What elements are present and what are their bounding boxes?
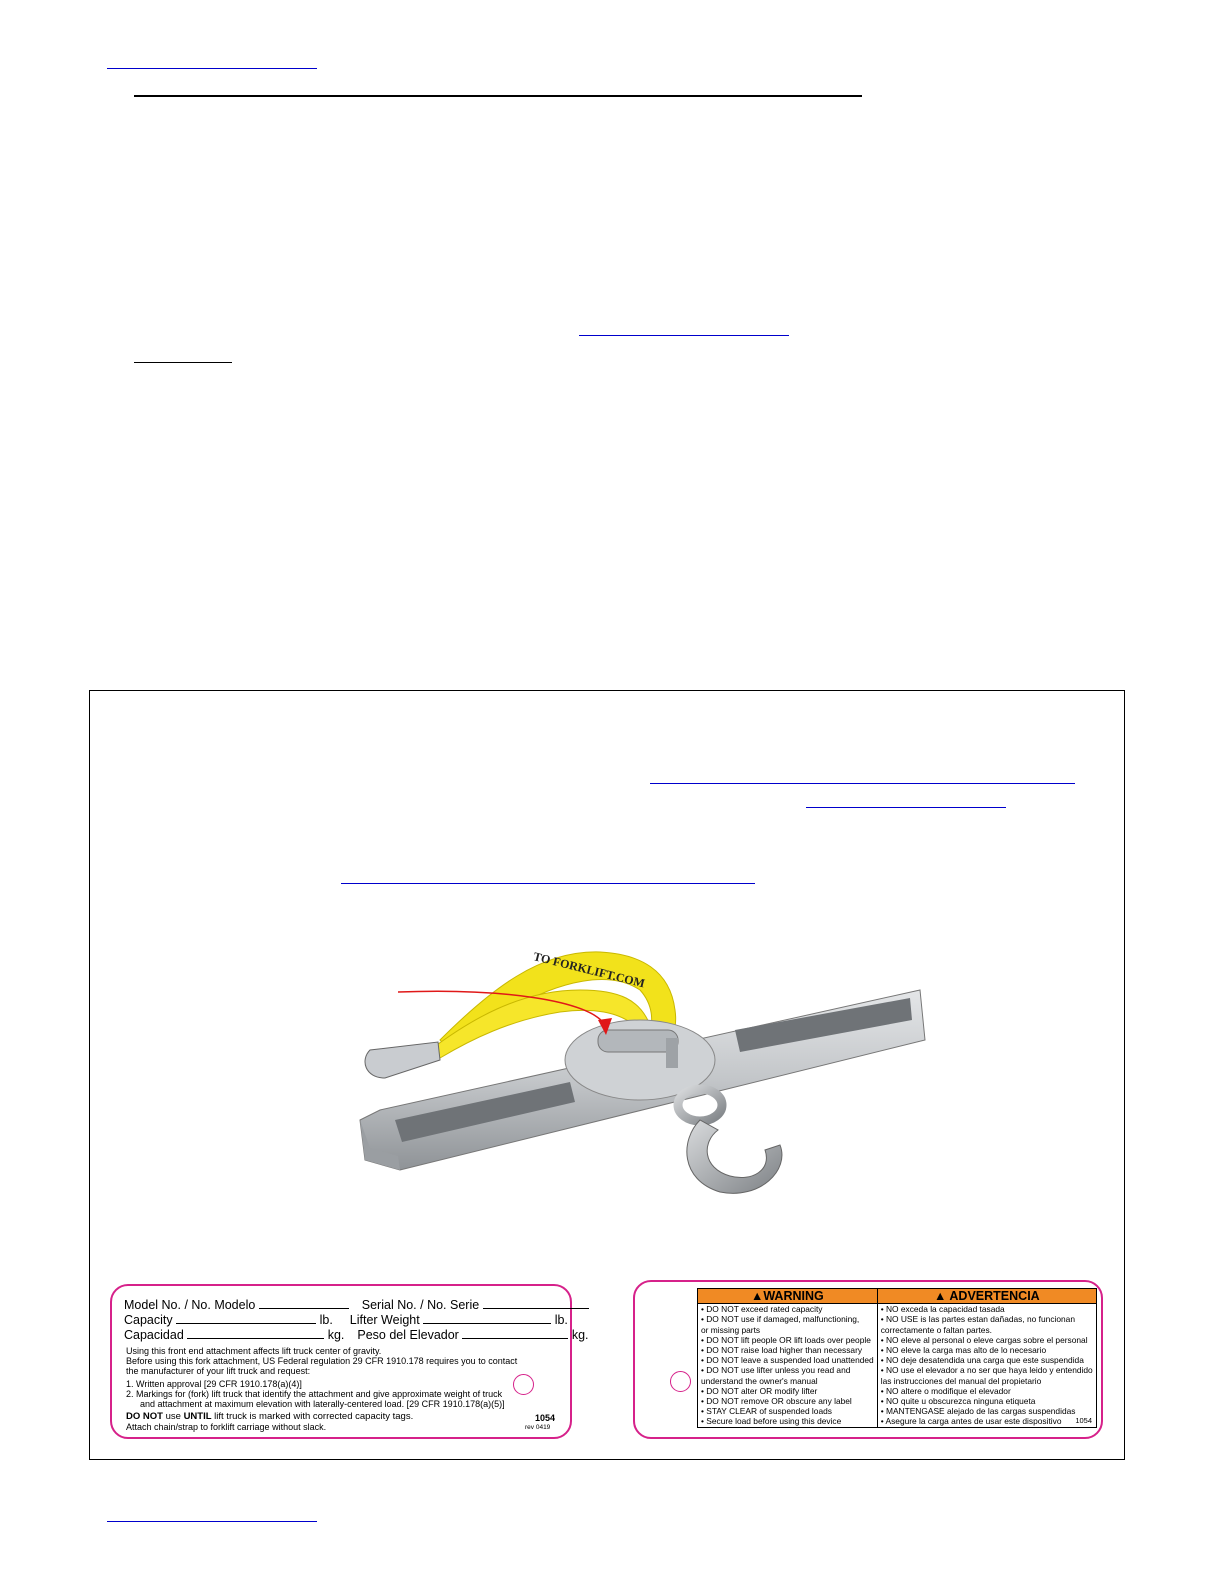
capacity-text: Capacity (124, 1313, 173, 1327)
model-label: Model No. / No. Modelo (124, 1298, 256, 1312)
advertencia-item: • NO deje desatendida una carga que este suspendida (880, 1355, 1084, 1366)
label-item-2a: 2. Markings for (fork) lift truck that identify the attachment and give approximate weight of truck (126, 1389, 503, 1399)
label-item-2b: and attachment at maximum elevation with laterally-centered load. [29 CFR 1910.178(a)(5)] (140, 1399, 505, 1409)
peso-text: Peso del Elevador (357, 1328, 459, 1342)
serial-field (483, 1297, 589, 1309)
header-link[interactable] (107, 56, 317, 69)
label-note-2: Before using this fork attachment, US Federal regulation 29 CFR 1910.178 requires you to contact (126, 1356, 518, 1366)
capacity-label (110, 1284, 589, 1439)
warning-list-en (698, 1304, 878, 1427)
warning-header-en: ▲WARNING (698, 1289, 878, 1304)
frame-link-1[interactable] (650, 771, 1075, 784)
capacidad-field (187, 1327, 324, 1339)
advertencia-item: • NO USE is las partes estan dañadas, no funcionan (880, 1314, 1075, 1325)
warning-item: • DO NOT exceed rated capacity (701, 1304, 823, 1315)
warning-item: • DO NOT remove OR obscure any label (701, 1396, 852, 1407)
warning-item: • DO NOT leave a suspended load unattended (701, 1355, 874, 1366)
serial-label: Serial No. / No. Serie (361, 1298, 480, 1312)
capacidad-text: Capacidad (124, 1328, 184, 1342)
warning-title: WARNING (763, 1289, 824, 1303)
warning-item: or missing parts (701, 1324, 761, 1335)
advertencia-item: • MANTENGASE alejado de las cargas suspendidas (880, 1406, 1076, 1417)
mount-hole-icon (670, 1371, 691, 1392)
until-strong: UNTIL (183, 1411, 212, 1422)
capacity-unit: lb. (319, 1313, 333, 1327)
warning-table (697, 1288, 1097, 1428)
lifter-weight-field (423, 1312, 551, 1324)
label-code: 1054 (535, 1413, 556, 1423)
label-item-1: 1. Written approval [29 CFR 1910.178(a)(4)] (126, 1379, 302, 1389)
label-donot (126, 1412, 413, 1423)
donot-strong: DO NOT (126, 1411, 163, 1422)
warning-list-es (877, 1304, 1096, 1427)
footer-link[interactable] (107, 1509, 317, 1522)
strap-text: TO FORKLIFT.COM (532, 949, 647, 991)
model-field (259, 1297, 349, 1309)
advertencia-item: correctamente o faltan partes. (880, 1324, 992, 1335)
advertencia-item: • NO use el elevador a no ser que haya leido y entendido (880, 1365, 1093, 1376)
warning-header-es: ▲ ADVERTENCIA (877, 1289, 1096, 1304)
peso-field (462, 1327, 568, 1339)
advertencia-item: • NO altere o modifique el elevador (880, 1385, 1011, 1396)
warning-item: • DO NOT lift people OR lift loads over people (701, 1334, 871, 1345)
advertencia-item: • NO eleve al personal o eleve cargas sobre el personal (880, 1334, 1088, 1345)
warning-item: • STAY CLEAR of suspended loads (701, 1406, 832, 1417)
warning-label (633, 1280, 1103, 1439)
advertencia-item: • Asegure la carga antes de usar este dispositivo (880, 1416, 1062, 1427)
frame-link-2[interactable] (806, 795, 1006, 808)
frame-link-3[interactable] (341, 871, 755, 884)
advertencia-item: • NO exceda la capacidad tasada (880, 1304, 1005, 1315)
inline-rule-short (134, 350, 232, 363)
lifter-unit: lb. (554, 1313, 568, 1327)
label-note-1: Using this front end attachment affects lift truck center of gravity. (126, 1346, 382, 1356)
label-rev: rev 0419 (525, 1424, 551, 1431)
advertencia-item: • NO eleve la carga mas alto de lo necesario (880, 1345, 1047, 1356)
warning-item: • Secure load before using this device (701, 1416, 842, 1427)
advertencia-title: ADVERTENCIA (949, 1289, 1040, 1303)
warning-code: 1054 (1075, 1416, 1092, 1426)
capacidad-unit: kg. (327, 1328, 345, 1342)
warning-item: • DO NOT use lifter unless you read and (701, 1365, 851, 1376)
donot-use: use (162, 1411, 184, 1422)
warning-item: • DO NOT alter OR modify lifter (701, 1385, 818, 1396)
inline-link-1[interactable] (579, 323, 789, 336)
advertencia-last-row (881, 1416, 1093, 1426)
warning-item: • DO NOT use if damaged, malfunctioning, (701, 1314, 860, 1325)
advertencia-item: las instrucciones del manual del propietario (880, 1375, 1042, 1386)
label-note-3: the manufacturer of your lift truck and request: (126, 1366, 311, 1376)
warning-item: understand the owner's manual (701, 1375, 818, 1386)
heading-rule (134, 83, 862, 97)
warning-item: • DO NOT raise load higher than necessary (701, 1345, 863, 1356)
advertencia-item: • NO quite u obscurezca ninguna etiqueta (880, 1396, 1036, 1407)
peso-unit: kg. (571, 1328, 589, 1342)
capacity-field (176, 1312, 316, 1324)
lifter-weight-text: Lifter Weight (349, 1313, 420, 1327)
donot-rest: lift truck is marked with corrected capacity tags. (211, 1411, 414, 1422)
mount-hole-icon (513, 1374, 534, 1395)
product-photo (340, 930, 940, 1210)
label-attach: Attach chain/strap to forklift carriage without slack. (126, 1422, 327, 1432)
